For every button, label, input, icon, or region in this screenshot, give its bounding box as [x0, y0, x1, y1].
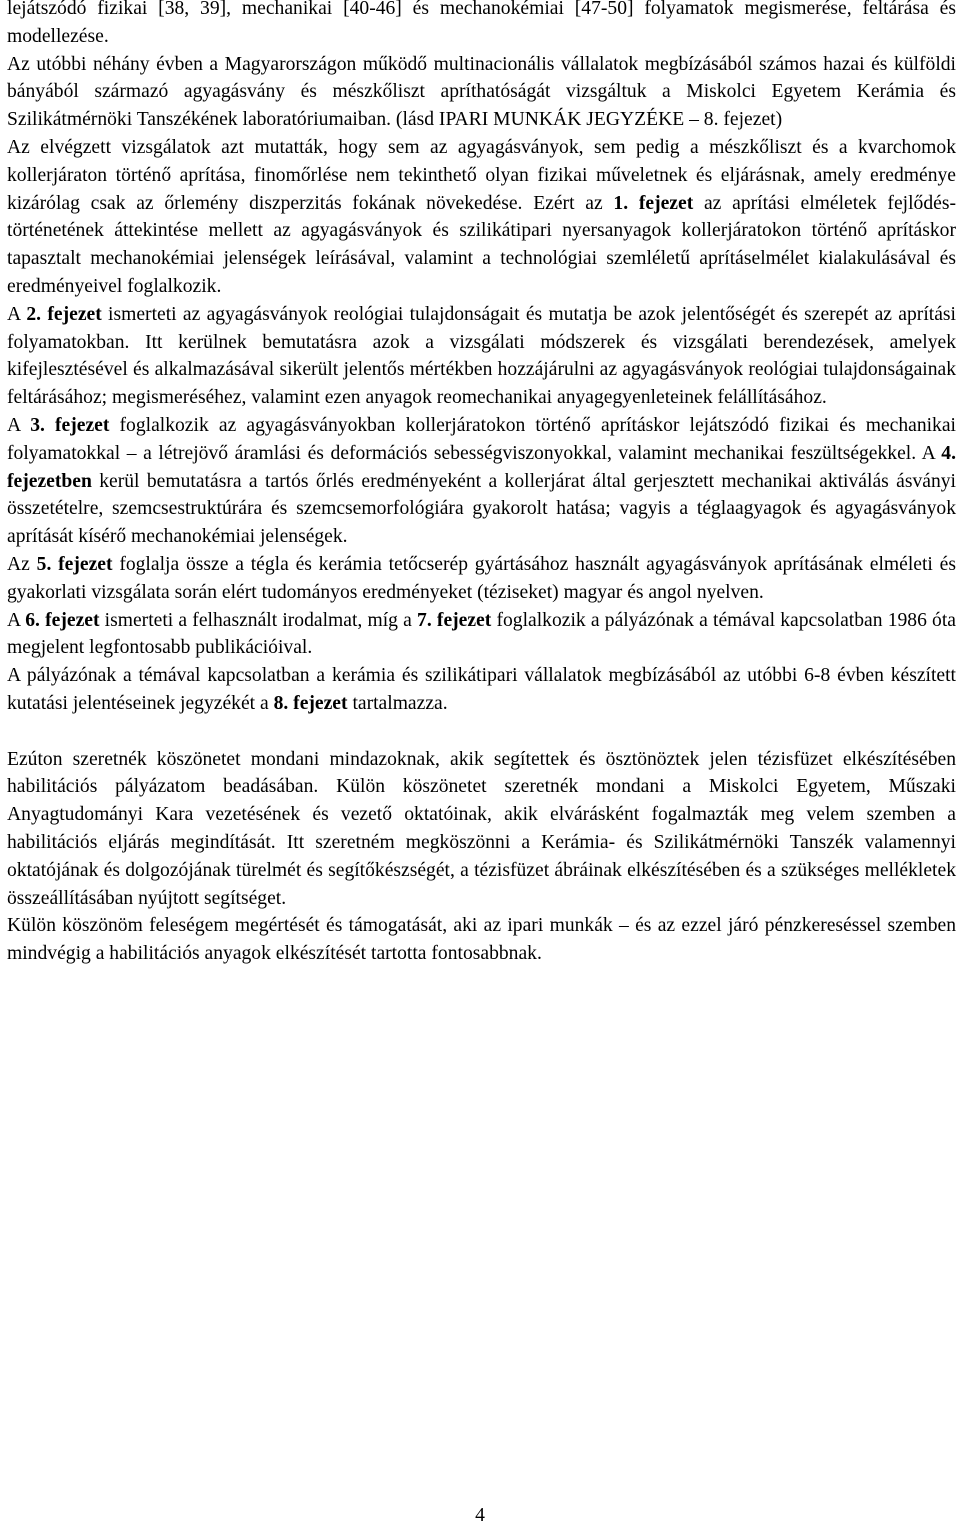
chapter-reference: 5. fejezet [36, 553, 113, 575]
paragraph-acknowledgements [7, 746, 956, 913]
paragraph-intro-continuation [7, 0, 956, 51]
paragraph-text: tartalmazza. [347, 692, 448, 714]
paragraph-text: foglalkozik az agyagásványokban kollerjáratokon történő aprításkor lejátszódó fizikai és mechanikai folyamatokkal – a létrejövő áramlási és deformációs sebességviszonyokkal, valamint mechanikai feszültségekkel. A [7, 414, 956, 464]
paragraph-gap [7, 718, 956, 746]
paragraph-background [7, 51, 956, 134]
paragraph-family-thanks [7, 912, 956, 968]
chapter-reference: 8. fejezet [273, 692, 348, 714]
paragraph-results-chapter-1 [7, 134, 956, 301]
paragraph-text: ismerteti az agyagásványok reológiai tulajdonságait és mutatja be azok jelentőségét és szerepét az aprítási folyamatokban. Itt kerülnek bemutatásra azok a vizsgálati módszerek és vizsgálati berendezések, amelyek kifejlesztésével és alkalmazásával sikerült jelentős mértékben hozzájárulni az agyagásványok reológiai tulajdonságainak feltárásához; megismeréséhez, valamint ezen anyagok reomechanikai anyagegyenleteinek felállításához. [7, 303, 956, 409]
chapter-reference: 3. fejezet [30, 414, 110, 436]
chapter-reference: 6. fejezet [25, 609, 100, 631]
chapter-reference: 7. fejezet [417, 609, 492, 631]
paragraph-text: lejátszódó fizikai [38, 39], mechanikai [40-46] és mechanokémiai [47-50] folyamatok megismerése, feltárása és modellezése. [7, 0, 956, 47]
paragraph-text: Ezúton szeretnék köszönetet mondani mindazoknak, akik segítettek és ösztönöztek jelen tézisfüzet elkészítésében habilitációs pályázatom beadásában. Külön köszönetet szeretnék mondani a Miskolci Egyetem, Műszaki Anyagtudományi Kara vezetésének és vezető oktatóinak, akik elvárásként fogalmazták meg velem szemben a habilitációs eljárás megindítását. Itt szeretném megköszönni a Kerámia- és Szilikátmérnöki Tanszék valamennyi oktatójának és dolgozójának türelmét és segítőkészségét, a tézisfüzet ábráinak elkészítésében és a szükséges mellékletek összeállításában nyújtott segítséget. [7, 748, 956, 909]
paragraph-text: Az utóbbi néhány évben a Magyarországon működő multinacionális vállalatok megbízásából számos hazai és külföldi bányából származó agyagásvány és mészkőliszt apríthatóságát vizsgáltuk a Miskolci Egyetem Kerámia és Szilikátmérnöki Tanszékének laboratóriumaiban. (lásd IPARI MUNKÁK JEGYZÉKE – 8. fejezet) [7, 53, 956, 131]
paragraph-text: foglalja össze a tégla és kerámia tetőcserép gyártásához használt agyagásványok aprításának elméleti és gyakorlati vizsgálata során elért tudományos eredményeket (téziseket) magyar és angol nyelven. [7, 553, 956, 603]
chapter-reference: 4. fejezetben [7, 442, 956, 492]
paragraph-text: Az [7, 553, 37, 575]
paragraph-chapter-2 [7, 301, 956, 412]
paragraph-text: Külön köszönöm feleségem megértését és támogatását, aki az ipari munkák – és az ezzel járó pénzkereséssel szemben mindvégig a habilitációs anyagok elkészítését tartotta fontosabbnak. [7, 915, 956, 965]
paragraph-text: A [7, 609, 26, 631]
paragraph-text: Az elvégzett vizsgálatok azt mutatták, hogy sem az agyagásványok, sem pedig a mészkőliszt és a kvarchomok kollerjáraton történő aprítása, finomőrlése nem tekinthető olyan fizikai műveletnek és eljárásnak, amely eredménye kizárólag csak az őrlemény diszperzitás fokának növekedése. Ezért az [7, 136, 956, 214]
chapter-reference: 1. fejezet [613, 192, 694, 214]
body-text [7, 0, 956, 968]
page-number: 4 [475, 1505, 485, 1526]
paragraph-text: kerül bemutatásra a tartós őrlés eredményeként a kollerjárat által gerjesztett mechanikai aktiválás ásványi összetételre, szemcsestruktúrára és szemcsemorfológiára gyakorolt hatása; vagyis a téglaagyagok és agyagásványok aprítását kísérő mechanokémiai jelenségek. [7, 470, 956, 548]
paragraph-text: A [7, 414, 31, 436]
paragraph-chapter-6-7 [7, 607, 956, 663]
paragraph-chapter-5 [7, 551, 956, 607]
chapter-reference: 2. fejezet [26, 303, 102, 325]
paragraph-chapter-3-4 [7, 412, 956, 551]
paragraph-text: ismerteti a felhasznált irodalmat, míg a [99, 609, 418, 631]
paragraph-text: az aprítási elméletek fejlődés-történetének áttekintése mellett az agyagásványok és szilikátipari nyersanyagok kollerjáratokon történő aprításkor tapasztalt mechanokémiai jelenségek leírásával, valamint a technológiai szemléletű aprításelmélet kialakulásával és eredményeivel foglalkozik. [7, 192, 956, 297]
paragraph-text: A pályázónak a témával kapcsolatban a kerámia és szilikátipari vállalatok megbízásából az utóbbi 6-8 évben készített kutatási jelentéseinek jegyzékét a [7, 665, 956, 714]
paragraph-text: foglalkozik a pályázónak a témával kapcsolatban 1986 óta megjelent legfontosabb publikációival. [7, 609, 956, 659]
paragraph-text: A [7, 303, 27, 325]
paragraph-chapter-8 [7, 662, 956, 718]
